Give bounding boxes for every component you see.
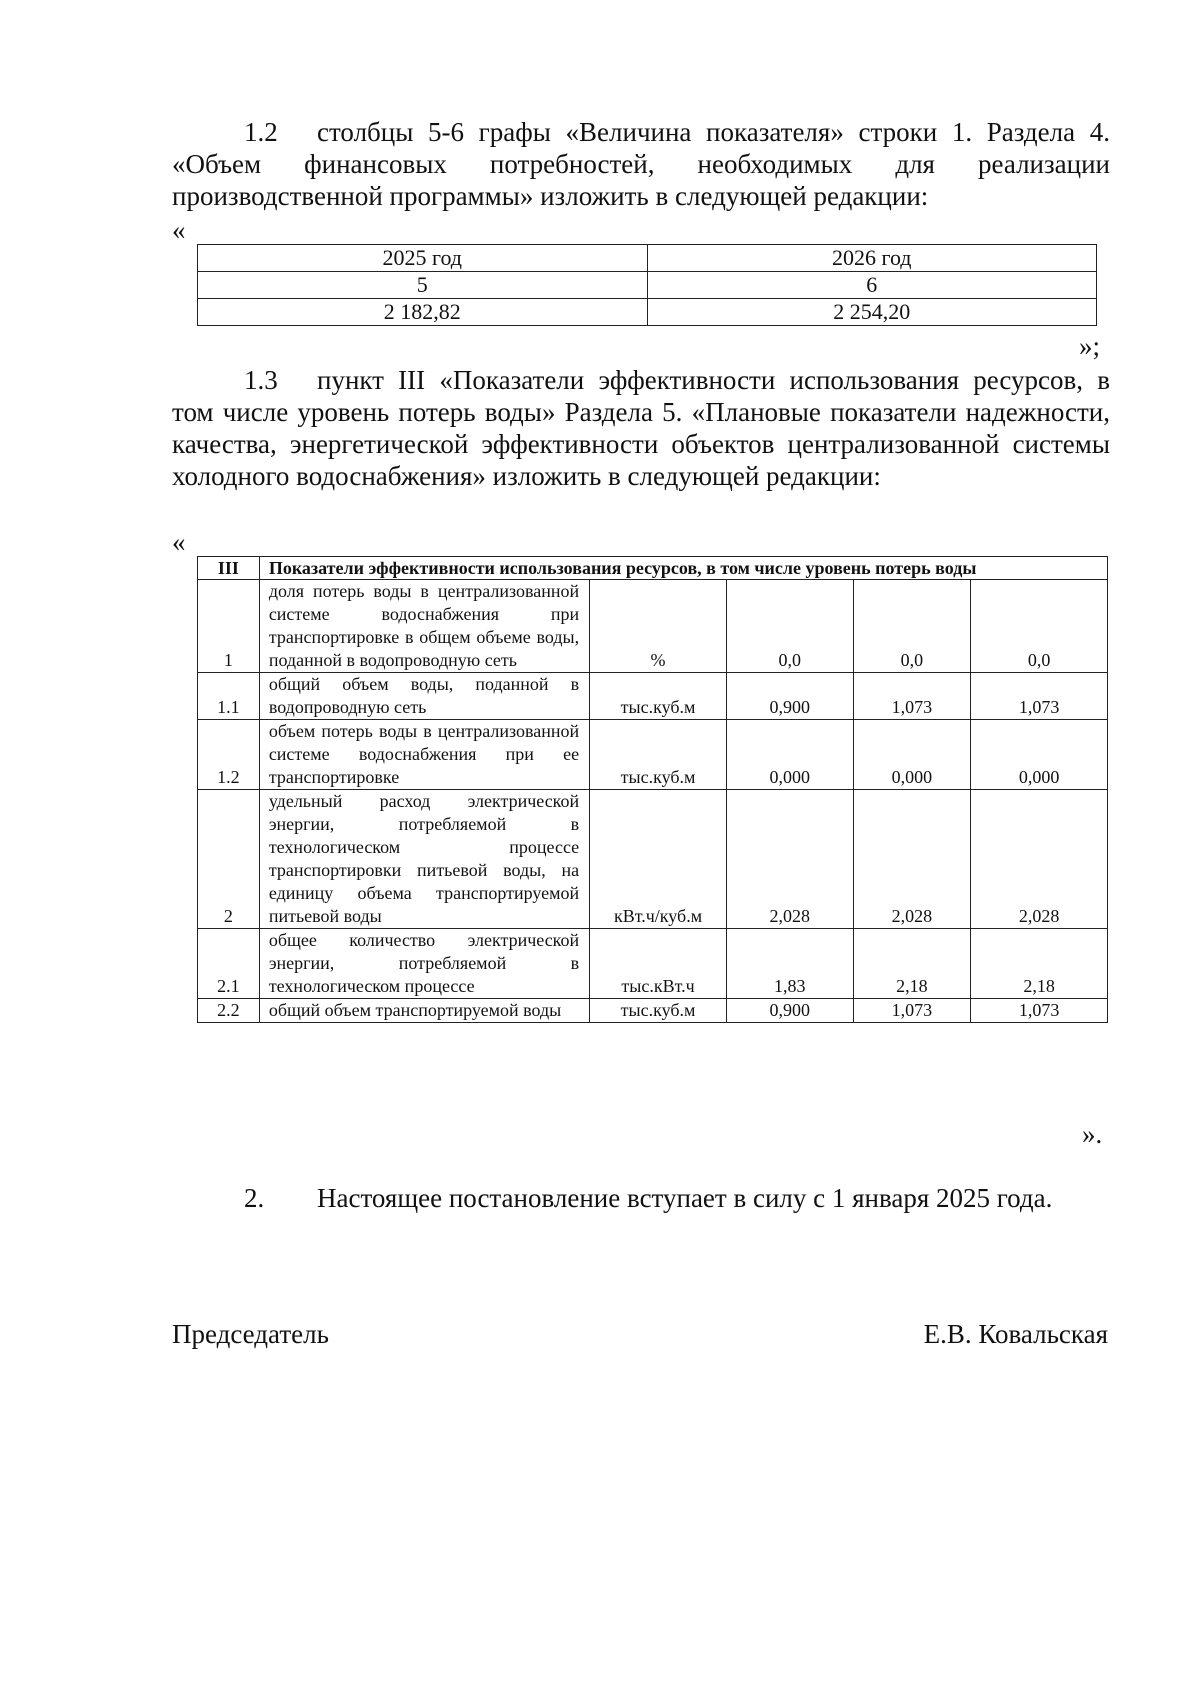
value-cell: 1,073 <box>853 673 971 720</box>
table-header-cell: 2026 год <box>647 245 1097 272</box>
table-row <box>198 580 1108 673</box>
table-cell: 5 <box>198 272 648 299</box>
value-cell: 2,028 <box>971 790 1108 929</box>
table-cell: 6 <box>647 272 1097 299</box>
table-cell: 2 182,82 <box>198 299 648 326</box>
indicator-name: объем потерь воды в централизованной системе водоснабжения при ее транспортировке <box>259 720 589 790</box>
unit: кВт.ч/куб.м <box>590 790 727 929</box>
paragraph-2 <box>172 1182 1110 1214</box>
value-cell: 0,0 <box>726 580 853 673</box>
table-row <box>198 272 1097 299</box>
closing-quote: »; <box>1079 331 1101 361</box>
value-cell: 1,073 <box>971 673 1108 720</box>
table-cell: 2 254,20 <box>647 299 1097 326</box>
table-row <box>198 790 1108 929</box>
paragraph-text: пункт III «Показатели эффективности использования ресурсов, в том числе уровень потерь воды» Раздела 5. «Плановые показатели надежности, качества, энергетической эффективности объектов централизованной системы холодного водоснабжения» изложить в следующей редакции: <box>172 365 1110 491</box>
row-index: 2 <box>198 790 260 929</box>
indicator-name: общий объем транспортируемой воды <box>259 999 589 1023</box>
closing-quote: ». <box>1082 1119 1103 1149</box>
row-index: 1.1 <box>198 673 260 720</box>
indicator-name: удельный расход электрической энергии, потребляемой в технологическом процессе транспортировки питьевой воды, на единицу объема транспортируемой питьевой воды <box>259 790 589 929</box>
signature-title: Председатель <box>172 1319 329 1349</box>
value-cell: 2,028 <box>726 790 853 929</box>
indicator-name: доля потерь воды в централизованной системе водоснабжения при транспортировке в общем объеме воды, поданной в водопроводную сеть <box>259 580 589 673</box>
value-cell: 2,18 <box>971 929 1108 999</box>
value-cell: 2,028 <box>853 790 971 929</box>
value-cell: 0,000 <box>971 720 1108 790</box>
financial-needs-table <box>197 244 1097 326</box>
row-index: 2.1 <box>198 929 260 999</box>
table-header-row <box>198 557 1108 580</box>
table-row <box>198 720 1108 790</box>
value-cell: 2,18 <box>853 929 971 999</box>
unit: % <box>590 580 727 673</box>
paragraph-1-2 <box>172 116 1110 212</box>
row-index: 1.2 <box>198 720 260 790</box>
paragraph-1-3 <box>172 364 1110 492</box>
unit: тыс.куб.м <box>590 720 727 790</box>
table-row <box>198 245 1097 272</box>
unit: тыс.куб.м <box>590 999 727 1023</box>
value-cell: 1,073 <box>971 999 1108 1023</box>
unit: тыс.кВт.ч <box>590 929 727 999</box>
unit: тыс.куб.м <box>590 673 727 720</box>
table-row <box>198 299 1097 326</box>
paragraph-number: 1.2 <box>244 117 278 147</box>
row-index: 1 <box>198 580 260 673</box>
section-title: Показатели эффективности использования ресурсов, в том числе уровень потерь воды <box>259 557 1107 580</box>
table-header-cell: 2025 год <box>198 245 648 272</box>
efficiency-indicators-table <box>197 556 1108 1023</box>
paragraph-text: Настоящее постановление вступает в силу с 1 января 2025 года. <box>317 1183 1053 1213</box>
value-cell: 0,000 <box>726 720 853 790</box>
value-cell: 0,900 <box>726 673 853 720</box>
value-cell: 0,0 <box>971 580 1108 673</box>
row-index: 2.2 <box>198 999 260 1023</box>
indicator-name: общее количество электрической энергии, потребляемой в технологическом процессе <box>259 929 589 999</box>
table-row <box>198 999 1108 1023</box>
value-cell: 0,900 <box>726 999 853 1023</box>
opening-quote: « <box>172 215 186 245</box>
section-number: III <box>198 557 260 580</box>
paragraph-text: столбцы 5-6 графы «Величина показателя» строки 1. Раздела 4. «Объем финансовых потребностей, необходимых для реализации производственной программы» изложить в следующей редакции: <box>172 117 1110 211</box>
paragraph-number: 1.3 <box>244 365 278 395</box>
indicator-name: общий объем воды, поданной в водопроводную сеть <box>259 673 589 720</box>
table-row <box>198 673 1108 720</box>
signature-name: Е.В. Ковальская <box>923 1319 1108 1349</box>
value-cell: 0,0 <box>853 580 971 673</box>
value-cell: 1,83 <box>726 929 853 999</box>
table-row <box>198 929 1108 999</box>
opening-quote: « <box>172 527 186 557</box>
value-cell: 0,000 <box>853 720 971 790</box>
paragraph-number: 2. <box>244 1183 265 1213</box>
value-cell: 1,073 <box>853 999 971 1023</box>
